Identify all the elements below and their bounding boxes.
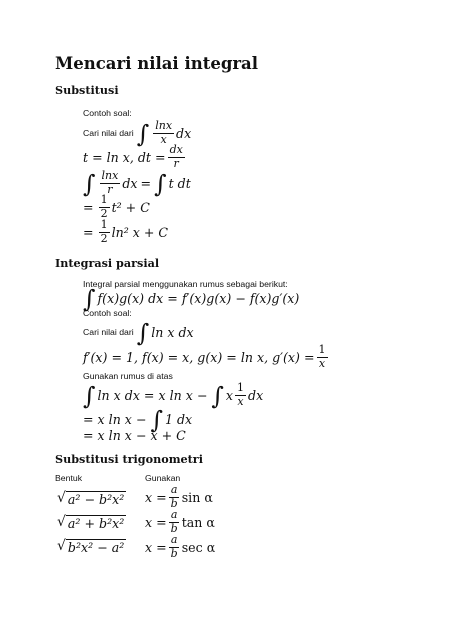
numerator: 1 (237, 380, 245, 394)
denominator: x (237, 394, 244, 408)
trig-row-gunakan (145, 531, 215, 563)
equals-sign: = (83, 199, 94, 215)
square-root: √ b²x² − a² (57, 538, 125, 555)
integral-sign: ∫ (136, 120, 150, 148)
integral-sign: ∫ (83, 382, 96, 410)
trig-function: sin α (181, 489, 213, 505)
numerator: 1 (318, 342, 326, 356)
dx-term: dx (176, 125, 192, 141)
t-squared-plus-c: t² + C (111, 199, 150, 215)
column-bentuk: Bentuk (55, 473, 83, 483)
cari-nilai-label: Cari nilai dari (83, 327, 134, 337)
fraction-half (99, 194, 110, 220)
fraction-one-over-x (317, 344, 328, 370)
parsial-intro: Integral parsial menggunakan rumus sebagai berikut: (83, 279, 288, 289)
denominator: 2 (100, 206, 108, 220)
trig-function: sec α (181, 539, 216, 555)
column-gunakan: Gunakan (145, 473, 181, 483)
denominator: b (170, 496, 178, 510)
t-dt-term: t dt (168, 175, 191, 191)
trig-function: tan α (181, 514, 215, 530)
step3-text: = x ln x − x + C (83, 427, 186, 443)
square-root: √ a² + b²x² (57, 514, 125, 531)
integral-sign: ∫ (154, 170, 167, 198)
numerator: a (170, 507, 178, 521)
x-equals: x = (145, 514, 167, 530)
contoh-soal-label-2: Contoh soal: (83, 308, 132, 318)
fraction-half (99, 219, 110, 245)
formula-text: f(x)g(x) dx = f′(x)g(x) − f(x)g′(x) (97, 290, 300, 306)
cari-nilai-label: Cari nilai dari (83, 128, 134, 138)
numerator: lnx (101, 168, 119, 182)
denominator: x (160, 132, 167, 146)
heading-substitusi: Substitusi (55, 83, 119, 97)
step2-text: = x ln x − (83, 411, 147, 427)
ln-squared-plus-c: ln² x + C (111, 224, 169, 240)
numerator: a (170, 482, 178, 496)
dx-term: dx (122, 175, 138, 191)
denominator: r (173, 156, 179, 170)
denominator: 2 (100, 231, 108, 245)
step1-text: ln x dx = x ln x − (97, 387, 208, 403)
integral-sign: ∫ (150, 406, 163, 434)
integral-sign: ∫ (83, 170, 96, 198)
trig-row-bentuk (57, 512, 126, 534)
trig-row-bentuk (57, 536, 126, 558)
denominator: b (170, 521, 178, 535)
integral-expression: ln x dx (151, 324, 194, 340)
x-equals: x = (145, 539, 167, 555)
x-term: x (225, 387, 234, 403)
integral-sign: ∫ (211, 382, 224, 410)
integral-sign: ∫ (136, 319, 150, 347)
contoh-soal-label: Contoh soal: (83, 108, 132, 118)
denominator: x (318, 356, 326, 370)
numerator: 1 (100, 192, 108, 206)
square-root: √ a² − b²x² (57, 490, 125, 507)
equals-sign: = (140, 175, 152, 191)
parsial-step-3 (83, 426, 186, 444)
definitions-text: f′(x) = 1, f(x) = x, g(x) = ln x, g′(x) = (83, 349, 315, 365)
one-dx-term: 1 dx (164, 411, 193, 427)
fraction-a-over-b (169, 534, 180, 560)
numerator: a (170, 532, 178, 546)
numerator: 1 (100, 217, 108, 231)
heading-integrasi-parsial: Integrasi parsial (55, 256, 160, 270)
parsial-definitions (83, 342, 330, 372)
dx-term: dx (248, 387, 264, 403)
result-line-1 (83, 193, 150, 221)
integral-sign: ∫ (83, 285, 96, 313)
numerator: dx (169, 142, 183, 156)
equals-sign: = (83, 224, 94, 240)
numerator: lnx (155, 118, 173, 132)
denominator: r (107, 182, 113, 196)
page-title: Mencari nilai integral (55, 54, 259, 73)
denominator: b (170, 546, 178, 560)
fraction-one-over-x (235, 382, 246, 408)
heading-substitusi-trigonometri: Substitusi trigonometri (55, 452, 203, 466)
t-definition: t = ln x, dt = (83, 149, 166, 165)
trig-row-bentuk (57, 488, 126, 510)
x-equals: x = (145, 489, 167, 505)
gunakan-rumus-label: Gunakan rumus di atas (83, 371, 173, 381)
result-line-2 (83, 218, 168, 246)
